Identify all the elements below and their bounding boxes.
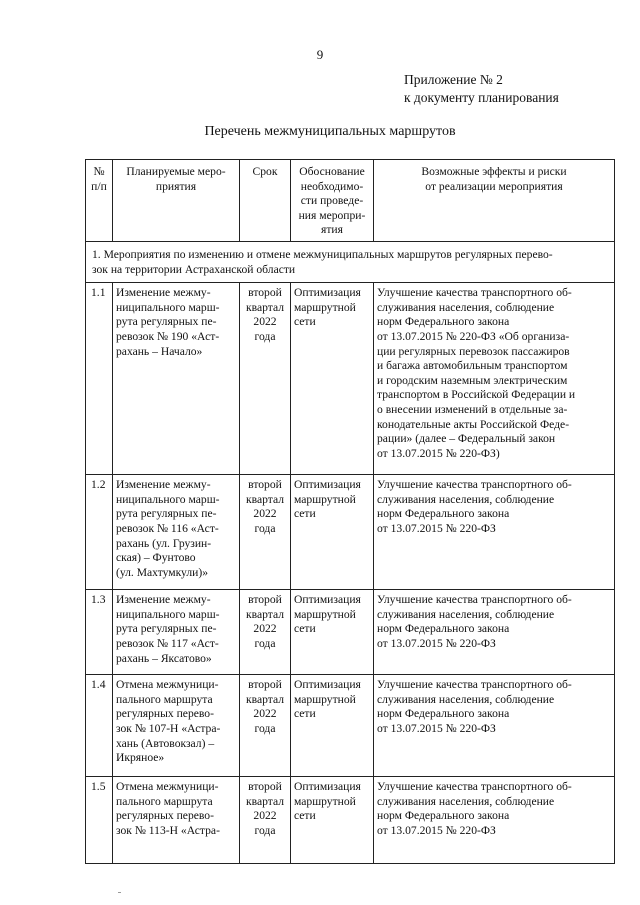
row-activity: Изменение межму- ниципального марш- рута регулярных пе- ревозок № 117 «Аст- рахань – Яксатово» — [113, 590, 240, 675]
header-effects: Возможные эффекты и риски от реализации мероприятия — [374, 160, 615, 242]
row-basis: Оптимизация маршрутной сети — [291, 590, 374, 675]
section-row — [86, 241, 615, 282]
appendix-heading — [404, 71, 559, 106]
header-term: Срок — [240, 160, 291, 242]
row-effects: Улучшение качества транспортного об- служивания населения, соблюдение норм Федерального закона от 13.07.2015 № 220-ФЗ — [374, 590, 615, 675]
table-header-row — [86, 160, 615, 242]
table-row — [86, 283, 615, 475]
table-row — [86, 475, 615, 590]
row-effects: Улучшение качества транспортного об- служивания населения, соблюдение норм Федерального закона от 13.07.2015 № 220-ФЗ — [374, 475, 615, 590]
section-heading: 1. Мероприятия по изменению и отмене межмуниципальных маршрутов регулярных перево- зок на территории Астраханской области — [86, 241, 615, 282]
row-num: 1.2 — [86, 475, 113, 590]
row-term: второй квартал 2022 года — [240, 283, 291, 475]
row-basis: Оптимизация маршрутной сети — [291, 475, 374, 590]
row-num: 1.5 — [86, 777, 113, 864]
row-effects: Улучшение качества транспортного об- служивания населения, соблюдение норм Федерального закона от 13.07.2015 № 220-ФЗ «Об организа- ции регулярных перевозок пассажиров и багажа автомобильным транспортом и городским наземным электрическим транспортом в Российской Федерации и о внесении изменений в отдельные за- конодательные акты Российской Феде- рации» (далее – Федеральный закон от 13.07.2015 № 220-ФЗ) — [374, 283, 615, 475]
row-activity: Изменение межму- ниципального марш- рута регулярных пе- ревозок № 116 «Аст- рахань (ул. Грузин- ская) – Фунтово (ул. Махтумкули)» — [113, 475, 240, 590]
row-activity: Отмена межмуници- пального маршрута регулярных перево- зок № 107-Н «Астра- хань (Автовокзал) – Икряное» — [113, 675, 240, 777]
document-title: Перечень межмуниципальных маршрутов — [204, 124, 456, 139]
table-row — [86, 777, 615, 864]
row-effects: Улучшение качества транспортного об- служивания населения, соблюдение норм Федерального закона от 13.07.2015 № 220-ФЗ — [374, 777, 615, 864]
scan-mark — [118, 892, 121, 893]
row-term: второй квартал 2022 года — [240, 590, 291, 675]
appendix-line-2: к документу планирования — [404, 89, 559, 105]
row-basis: Оптимизация маршрутной сети — [291, 283, 374, 475]
row-term: второй квартал 2022 года — [240, 675, 291, 777]
row-activity: Изменение межму- ниципального марш- рута регулярных пе- ревозок № 190 «Аст- рахань – Начало» — [113, 283, 240, 475]
header-activity: Планируемые меро- приятия — [113, 160, 240, 242]
page-number: 9 — [316, 47, 324, 62]
row-num: 1.4 — [86, 675, 113, 777]
appendix-line-1: Приложение № 2 — [404, 72, 503, 87]
row-term: второй квартал 2022 года — [240, 475, 291, 590]
routes-table — [85, 159, 615, 864]
header-num: № п/п — [86, 160, 113, 242]
table-row — [86, 590, 615, 675]
row-term: второй квартал 2022 года — [240, 777, 291, 864]
row-num: 1.3 — [86, 590, 113, 675]
row-basis: Оптимизация маршрутной сети — [291, 675, 374, 777]
row-basis: Оптимизация маршрутной сети — [291, 777, 374, 864]
row-activity: Отмена межмуници- пального маршрута регулярных перево- зок № 113-Н «Астра- — [113, 777, 240, 864]
row-num: 1.1 — [86, 283, 113, 475]
row-effects: Улучшение качества транспортного об- служивания населения, соблюдение норм Федерального закона от 13.07.2015 № 220-ФЗ — [374, 675, 615, 777]
table-row — [86, 675, 615, 777]
header-basis: Обоснование необходимо- сти проведе- ния меропри- ятия — [291, 160, 374, 242]
